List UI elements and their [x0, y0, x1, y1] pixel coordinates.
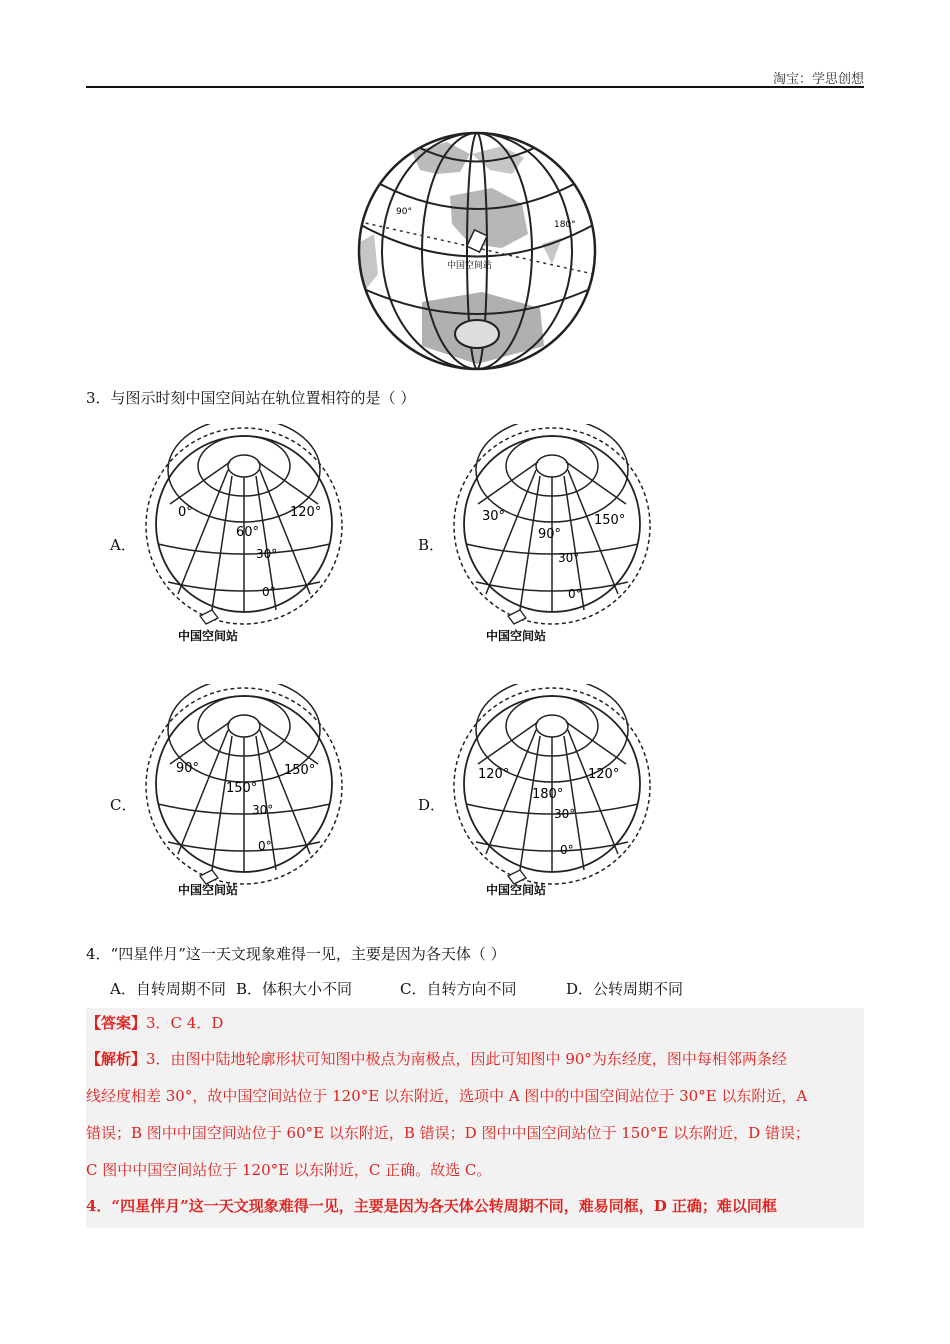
analysis-line-1	[86, 1049, 864, 1069]
lon-left-label: 120°	[478, 767, 510, 782]
choice-a[interactable]: A．自转周期不同	[110, 980, 226, 998]
lat-30-label: 30°	[558, 551, 580, 565]
header-divider	[86, 86, 864, 88]
lon-180-label: 180°	[554, 220, 576, 230]
lat-0-label: 0°	[568, 587, 582, 601]
option-a-letter: A．	[110, 536, 136, 554]
station-label: 中国空间站	[178, 629, 239, 643]
answer-line	[86, 1013, 864, 1033]
station-icon	[508, 610, 526, 624]
choice-d[interactable]: D．公转周期不同	[566, 980, 684, 998]
lat-30-label: 30°	[554, 807, 576, 821]
option-d-globe[interactable]	[448, 684, 658, 912]
station-icon	[508, 870, 526, 884]
lon-right-label: 120°	[588, 767, 620, 782]
header-shop-text: 淘宝：学思创想	[772, 72, 864, 87]
lon-right-label: 150°	[284, 763, 316, 778]
station-icon	[200, 610, 218, 624]
analysis-line-5: 4．“四星伴月”这一天文现象难得一见，主要是因为各天体公转周期不同，难易同框，D 正确；难以同框	[86, 1197, 777, 1215]
analysis-line-4: C 图中中国空间站位于 120°E 以东附近，C 正确。故选 C。	[86, 1161, 492, 1179]
option-d-letter: D．	[418, 796, 446, 814]
lon-left-label: 0°	[178, 505, 193, 520]
analysis-line-3: 错误；B 图中中国空间站位于 60°E 以东附近，B 错误；D 图中中国空间站位于 150°E 以东附近，D 错误；	[86, 1124, 810, 1142]
lon-mid-label: 90°	[538, 527, 562, 542]
main-globe-figure	[352, 124, 602, 383]
question-4-text: 4．“四星伴月”这一天文现象难得一见，主要是因为各天体（ ）	[86, 945, 506, 963]
option-b-globe[interactable]	[448, 424, 658, 652]
question-3-text: 3．与图示时刻中国空间站在轨位置相符的是（ ）	[86, 389, 416, 407]
option-a-globe[interactable]	[140, 424, 350, 652]
lon-mid-label: 180°	[532, 787, 564, 802]
lon-right-label: 150°	[594, 513, 626, 528]
station-label: 中国空间站	[486, 883, 547, 897]
lon-left-label: 30°	[482, 509, 506, 524]
station-icon	[200, 870, 218, 884]
choice-b[interactable]: B．体积大小不同	[236, 980, 353, 998]
answer-tag: 【答案】	[86, 1014, 147, 1032]
lat-0-label: 0°	[258, 839, 272, 853]
australia-land	[450, 188, 528, 248]
option-c-letter: C．	[110, 796, 137, 814]
lat-0-label: 0°	[560, 843, 574, 857]
lon-mid-label: 150°	[226, 781, 258, 796]
answer-panel	[86, 1008, 864, 1228]
lon-mid-label: 60°	[236, 525, 260, 540]
choice-c[interactable]: C．自转方向不同	[400, 980, 517, 998]
answer-text: 3．C 4．D	[146, 1014, 224, 1032]
analysis-tag: 【解析】	[86, 1050, 147, 1068]
lon-left-label: 90°	[176, 761, 200, 776]
station-label: 中国空间站	[486, 629, 547, 643]
nz-land	[542, 238, 562, 264]
lat-30-label: 30°	[252, 803, 274, 817]
lon-90-label: 90°	[396, 207, 412, 217]
lon-right-label: 120°	[290, 505, 322, 520]
option-b-letter: B．	[418, 536, 445, 554]
lat-30-label: 30°	[256, 547, 278, 561]
station-label: 中国空间站	[178, 883, 239, 897]
option-c-globe[interactable]	[140, 684, 350, 912]
analysis-text-1: 3．由图中陆地轮廓形状可知图中极点为南极点，因此可知图中 90°为东经度，图中每相邻两条经	[146, 1050, 787, 1068]
station-label: 中国空间站	[447, 261, 493, 271]
lat-0-label: 0°	[262, 585, 276, 599]
analysis-line-2: 线经度相差 30°，故中国空间站位于 120°E 以东附近，选项中 A 图中的中国空间站位于 30°E 以东附近，A	[86, 1087, 808, 1105]
globe-illustration	[352, 124, 602, 379]
question-4-choices	[110, 978, 683, 999]
